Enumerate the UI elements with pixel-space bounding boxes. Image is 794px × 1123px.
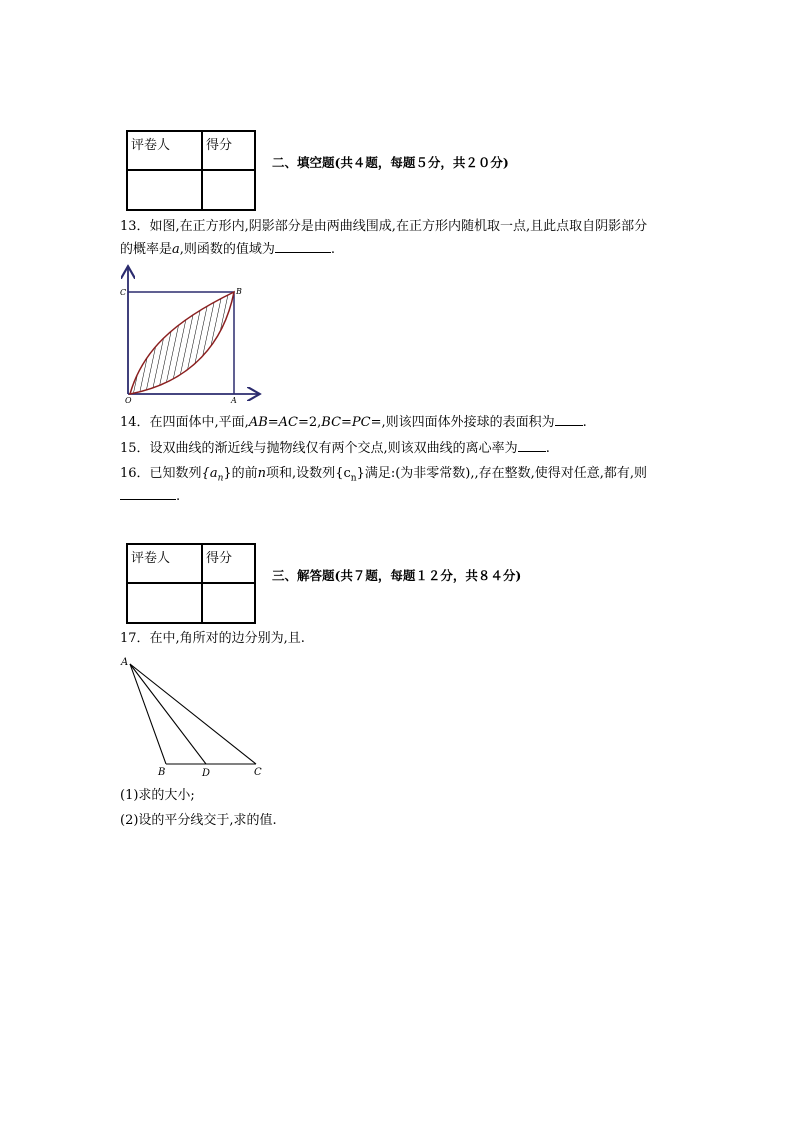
q16-seq-c-end: } <box>356 466 365 481</box>
q13-line2b: ,则函数的值域为 <box>179 242 275 257</box>
q15-text: 15．设双曲线的渐近线与抛物线仅有两个交点,则该双曲线的离心率为 <box>120 441 518 456</box>
q13-answer-blank <box>275 240 331 253</box>
q15-answer-blank <box>518 439 546 452</box>
q13-label-b: B <box>236 287 242 296</box>
reviewer-label: 评卷人 <box>127 131 202 170</box>
q14-part1: 14．在四面体中,平面, <box>120 415 249 430</box>
score-label: 得分 <box>202 131 255 170</box>
q15: 15．设双曲线的渐近线与抛物线仅有两个交点,则该双曲线的离心率为 . <box>120 441 550 456</box>
reviewer-cell <box>127 170 202 210</box>
q17-label-d: D <box>202 768 211 779</box>
q17-label-c: C <box>254 767 262 778</box>
q16-seq-c-sub: n <box>350 473 357 484</box>
reviewer-cell <box>127 583 202 623</box>
q13-line2: 的概率是a,则函数的值域为 . <box>120 242 336 257</box>
q17-sub2: (2)设的平分线交于,求的值. <box>120 813 277 828</box>
q17-triangle-figure <box>118 652 268 780</box>
q13-label-c: C <box>120 288 127 297</box>
q16-part1: 16．已知数列 <box>120 466 202 481</box>
q17-sub1: (1)求的大小; <box>120 788 195 803</box>
q17-label-a: A <box>121 657 129 668</box>
q16-seq-a: {a <box>201 466 218 481</box>
score-cell <box>202 170 255 210</box>
q16-part3: 项和,设数列 <box>266 466 336 481</box>
q17-bisector-ad <box>130 664 206 764</box>
q13-figure <box>112 262 264 406</box>
q14-italic2: BC=PC= <box>321 415 382 430</box>
q14-answer-blank <box>555 413 583 426</box>
q13-line2a: 的概率是 <box>120 242 173 257</box>
q17-side-ab <box>130 664 166 764</box>
q13-shaded-region <box>130 292 234 394</box>
score-table-section3 <box>126 543 256 624</box>
q16 <box>120 465 647 488</box>
q16-line2: . <box>120 487 180 506</box>
q16-seq-c: {c <box>335 466 351 481</box>
q17-side-ac <box>130 664 256 764</box>
q17-label-b: B <box>158 767 166 778</box>
q13-label-o: O <box>125 396 132 405</box>
section3-title: 三、解答题(共７题，每题１２分，共８４分) <box>272 568 522 583</box>
q16-seq-a-sub: n <box>217 473 224 484</box>
q16-answer-blank <box>120 487 176 500</box>
q14: 14．在四面体中,平面,AB=AC=2,BC=PC=,则该四面体外接球的表面积为 . <box>120 415 587 430</box>
q14-part2: 2, <box>308 415 322 430</box>
q16-part2: 的前 <box>231 466 258 481</box>
score-label: 得分 <box>202 544 255 583</box>
score-cell <box>202 583 255 623</box>
q14-part3: ,则该四面体外接球的表面积为 <box>381 415 555 430</box>
q17-intro: 17．在中,角所对的边分别为,且. <box>120 631 305 646</box>
q14-italic1: AB=AC= <box>248 415 309 430</box>
section2-title: 二、填空题(共４题，每题５分，共２０分) <box>272 155 509 170</box>
q13-line1: 13．如图,在正方形内,阴影部分是由两曲线围成,在正方形内随机取一点,且此点取自阴影部分 <box>120 219 648 234</box>
q16-seq-a-end: } <box>223 466 232 481</box>
q13-label-a: A <box>231 396 237 405</box>
q16-part4: 满足:(为非零常数),,存在整数,使得对任意,都有,则 <box>364 466 648 481</box>
score-table-section2 <box>126 130 256 211</box>
reviewer-label: 评卷人 <box>127 544 202 583</box>
q13-var-a: a <box>172 242 180 257</box>
q16-var-n: n <box>257 466 267 481</box>
